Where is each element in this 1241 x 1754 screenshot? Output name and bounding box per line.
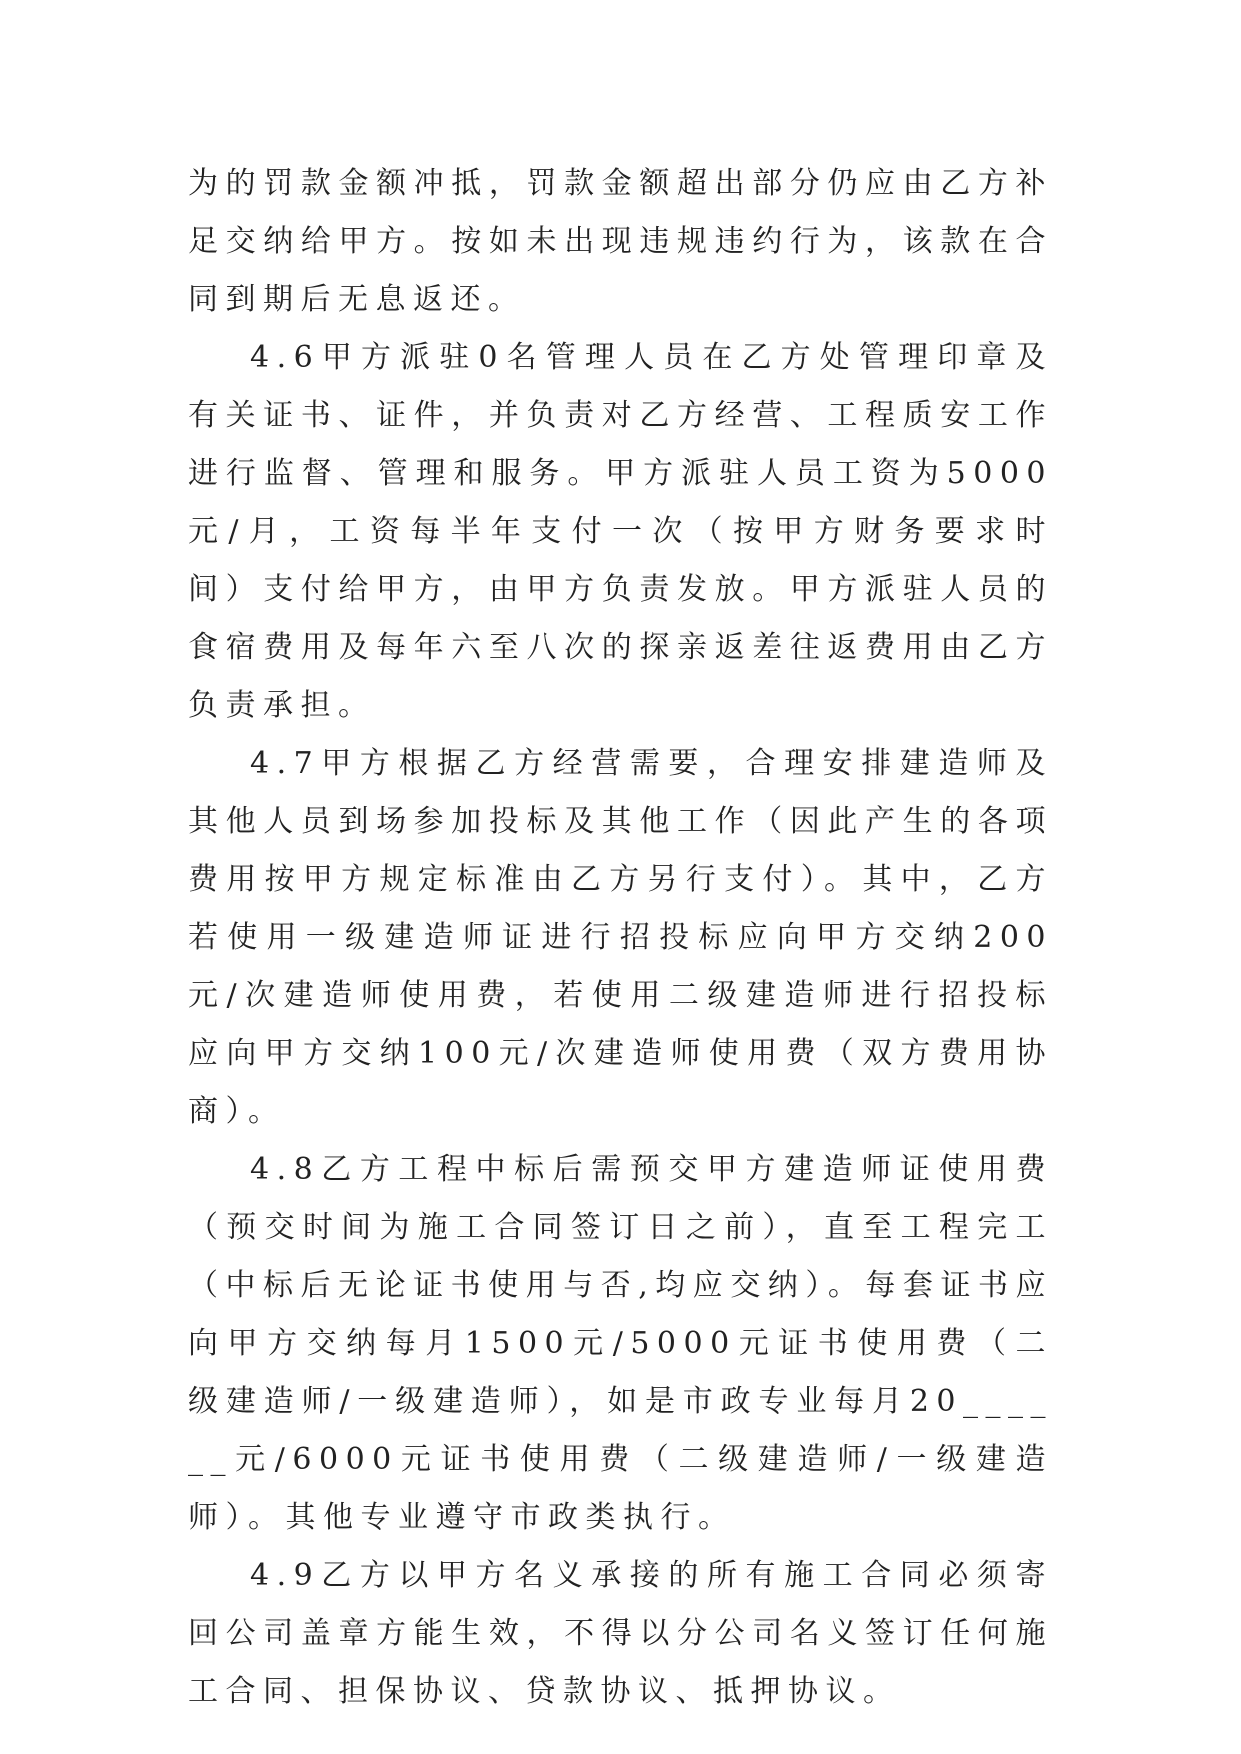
paragraph-clause-4-8: 4.8乙方工程中标后需预交甲方建造师证使用费（预交时间为施工合同签订日之前），直至工程完工（中标后无论证书使用与否,均应交纳）。每套证书应向甲方交纳每月1500元/5000元证书使用费（二级建造师/一级建造师），如是市政专业每月20______元/6000元证书使用费（二级建造师/一级建造师）。其他专业遵守市政类执行。 <box>188 1152 1053 1535</box>
paragraph-clause-4-9: 4.9乙方以甲方名义承接的所有施工合同必须寄回公司盖章方能生效，不得以分公司名义签订任何施工合同、担保协议、贷款协议、抵押协议。 <box>188 1558 1053 1709</box>
paragraph-clause-4-7: 4.7甲方根据乙方经营需要，合理安排建造师及其他人员到场参加投标及其他工作（因此产生的各项费用按甲方规定标准由乙方另行支付）。其中，乙方若使用一级建造师证进行招投标应向甲方交纳200元/次建造师使用费，若使用二级建造师进行招投标应向甲方交纳100元/次建造师使用费（双方费用协商）。 <box>188 746 1053 1129</box>
document-body <box>188 155 1053 1721</box>
paragraph-continuation: 为的罚款金额冲抵，罚款金额超出部分仍应由乙方补足交纳给甲方。按如未出现违规违约行为，该款在合同到期后无息返还。 <box>188 166 1053 317</box>
paragraph-clause-4-6: 4.6甲方派驻0名管理人员在乙方处管理印章及有关证书、证件，并负责对乙方经营、工程质安工作进行监督、管理和服务。甲方派驻人员工资为5000元/月，工资每半年支付一次（按甲方财务要求时间）支付给甲方，由甲方负责发放。甲方派驻人员的食宿费用及每年六至八次的探亲返差往返费用由乙方负责承担。 <box>188 340 1053 723</box>
